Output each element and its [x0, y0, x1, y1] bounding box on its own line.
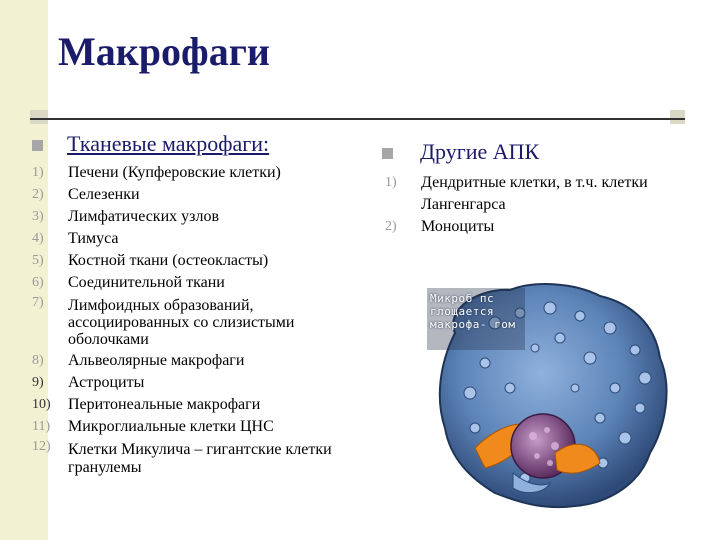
list-item: [385, 216, 671, 238]
item-text: Перитонеальные макрофаги: [68, 396, 261, 413]
right-list: [385, 172, 671, 238]
item-text: Альвеолярные макрофаги: [68, 352, 245, 369]
item-text: Клетки Микулича – гигантские клетки гранулемы: [68, 441, 332, 476]
bullet-square-icon: [32, 140, 43, 151]
item-number: 1): [32, 165, 44, 180]
item-number: 4): [32, 231, 44, 246]
rule-block-left: [30, 110, 48, 124]
item-number: 11): [32, 419, 51, 434]
list-item: [32, 272, 368, 294]
list-item: [385, 172, 671, 216]
title-rule: [30, 118, 685, 120]
item-text: Соединительной ткани: [68, 274, 225, 291]
item-text: Лимфоидных образований, ассоциированных со слизистыми оболочками: [68, 297, 295, 348]
item-text: Микроглиальные клетки ЦНС: [68, 418, 274, 435]
item-number: 10): [32, 397, 51, 412]
item-text: Костной ткани (остеокласты): [68, 252, 269, 269]
left-list: [32, 162, 368, 477]
list-item: [32, 394, 368, 416]
left-heading: Тканевые макрофаги:: [67, 131, 270, 156]
item-number: 7): [32, 295, 44, 310]
item-text: Печени (Купферовские клетки): [68, 164, 281, 181]
list-item: [32, 162, 368, 184]
item-number: 6): [32, 275, 44, 290]
item-number: 1): [385, 175, 397, 190]
item-number: 3): [32, 209, 44, 224]
item-text: Тимуса: [68, 230, 119, 247]
item-number: 2): [385, 219, 397, 234]
figure-caption: Микроб пс глощается макрофа- гом: [430, 292, 516, 331]
item-text: Астроциты: [68, 374, 145, 391]
item-text: Лимфатических узлов: [68, 208, 219, 225]
macrophage-illustration: [425, 278, 677, 513]
list-item: [32, 228, 368, 250]
list-item: [32, 206, 368, 228]
item-text: Моноциты: [421, 218, 495, 235]
item-text: Селезенки: [68, 186, 140, 203]
list-item: [32, 372, 368, 394]
item-text: Дендритные клетки, в т.ч. клетки Лангенгарса: [421, 174, 648, 213]
item-number: 9): [32, 375, 44, 390]
bullet-square-icon: [382, 148, 393, 159]
list-item: [32, 350, 368, 372]
list-item: [32, 294, 368, 350]
list-item: [32, 184, 368, 206]
rule-block-right: [670, 110, 685, 124]
slide-title: Макрофаги: [58, 29, 270, 74]
item-number: 8): [32, 353, 44, 368]
item-number: 12): [32, 439, 51, 454]
list-item: [32, 416, 368, 438]
list-item: [32, 438, 368, 477]
list-item: [32, 250, 368, 272]
right-heading: Другие АПК: [420, 139, 540, 164]
item-number: 2): [32, 187, 44, 202]
item-number: 5): [32, 253, 44, 268]
